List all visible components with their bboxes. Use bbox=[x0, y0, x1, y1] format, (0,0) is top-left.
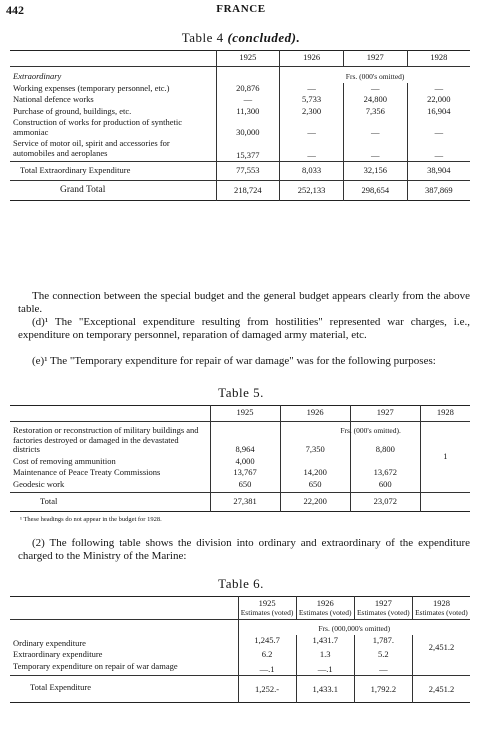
table5-col-header: 1927 bbox=[350, 406, 420, 422]
table4-col-header: 1928 bbox=[407, 51, 470, 67]
table-row: National defence works — 5,733 24,800 22,000 bbox=[10, 94, 470, 106]
table4-unit-note: Frs. (000's omitted) bbox=[280, 67, 470, 83]
table6-col-header: 1926 Estimates (voted) bbox=[296, 597, 354, 620]
table-row: Maintenance of Peace Treaty Commissions 13,767 14,200 13,672 bbox=[10, 467, 470, 479]
paragraph: (2) The following table shows the division into ordinary and extraordinary of the expenditure charged to the Ministry of the Marine: bbox=[18, 537, 470, 562]
table-row: Ordinary expenditure 1,245.7 1,431.7 1,787. 2,451.2 bbox=[10, 635, 470, 650]
table-row: Temporary expenditure on repair of war damage —.1 —.1 — bbox=[10, 661, 470, 676]
table-row: Cost of removing ammunition 4,000 bbox=[10, 456, 470, 468]
table4-header-blank bbox=[10, 51, 216, 67]
paragraph: (e)¹ The "Temporary expenditure for repair of war damage" was for the following purposes: bbox=[32, 355, 436, 367]
table5-total-row: Total 27,381 22,200 23,072 bbox=[10, 493, 470, 512]
table4 bbox=[10, 50, 470, 201]
table-row: Construction of works for production of synthetic ammoniac 30,000 — — — bbox=[10, 117, 470, 138]
table-row: Geodesic work 650 650 600 bbox=[10, 479, 470, 493]
table6-col-header: 1928 Estimates (voted) bbox=[412, 597, 470, 620]
table4-grand-total-row: Grand Total 218,724 252,133 298,654 387,869 bbox=[10, 180, 470, 201]
table6-title: Table 6. bbox=[218, 576, 264, 591]
table5-col-header: 1926 bbox=[280, 406, 350, 422]
footnote: ¹ These headings do not appear in the budget for 1928. bbox=[20, 516, 162, 523]
table6-col-header: 1927 Estimates (voted) bbox=[354, 597, 412, 620]
table5-col-header: 1928 bbox=[420, 406, 470, 422]
table4-col-header: 1925 bbox=[216, 51, 280, 67]
table5-1928-marker: 1 bbox=[420, 422, 470, 493]
table6-total-row: Total Expenditure 1,252.- 1,433.1 1,792.2 2,451.2 bbox=[10, 676, 470, 703]
table5-col-header: 1925 bbox=[210, 406, 280, 422]
table6-col-header: 1925 Estimates (voted) bbox=[238, 597, 296, 620]
table5 bbox=[10, 405, 470, 512]
running-title: FRANCE bbox=[216, 3, 266, 15]
table4-total-row: Total Extraordinary Expenditure 77,553 8,033 32,156 38,904 bbox=[10, 162, 470, 181]
table4-section-label: Extraordinary bbox=[13, 71, 62, 81]
table-row: Purchase of ground, buildings, etc. 11,300 2,300 7,356 16,904 bbox=[10, 106, 470, 118]
table-row: Service of motor oil, spirit and accessories for automobiles and aeroplanes 15,377 — — — bbox=[10, 138, 470, 162]
table5-unit-note: Frs. (000's omitted). bbox=[340, 426, 401, 435]
table6-unit-note: Frs. (000,000's omitted) bbox=[238, 620, 470, 635]
paragraph: The connection between the special budget and the general budget appears clearly from the above table. bbox=[18, 290, 470, 315]
table4-col-header: 1927 bbox=[343, 51, 407, 67]
table4-title: Table 4 (concluded). bbox=[181, 30, 301, 45]
table6 bbox=[10, 596, 470, 703]
page-number: 442 bbox=[6, 3, 24, 17]
table-row: Restoration or reconstruction of military buildings and factories destroyed or damaged in the devastated districts 8,964 Frs. (000's omitted). 7,350 8,800 1 bbox=[10, 422, 470, 456]
paragraph: (d)¹ The "Exceptional expenditure resulting from hostilities" represented war charges, i.e., expenditure on temporary personnel, reparation of damaged army material, etc. bbox=[18, 316, 470, 341]
table-row: Working expenses (temporary personnel, etc.) 20,876 — — — bbox=[10, 83, 470, 95]
table5-title: Table 5. bbox=[218, 385, 264, 400]
table4-col-header: 1926 bbox=[280, 51, 344, 67]
table-row: Extraordinary expenditure 6.2 1.3 5.2 bbox=[10, 649, 470, 661]
